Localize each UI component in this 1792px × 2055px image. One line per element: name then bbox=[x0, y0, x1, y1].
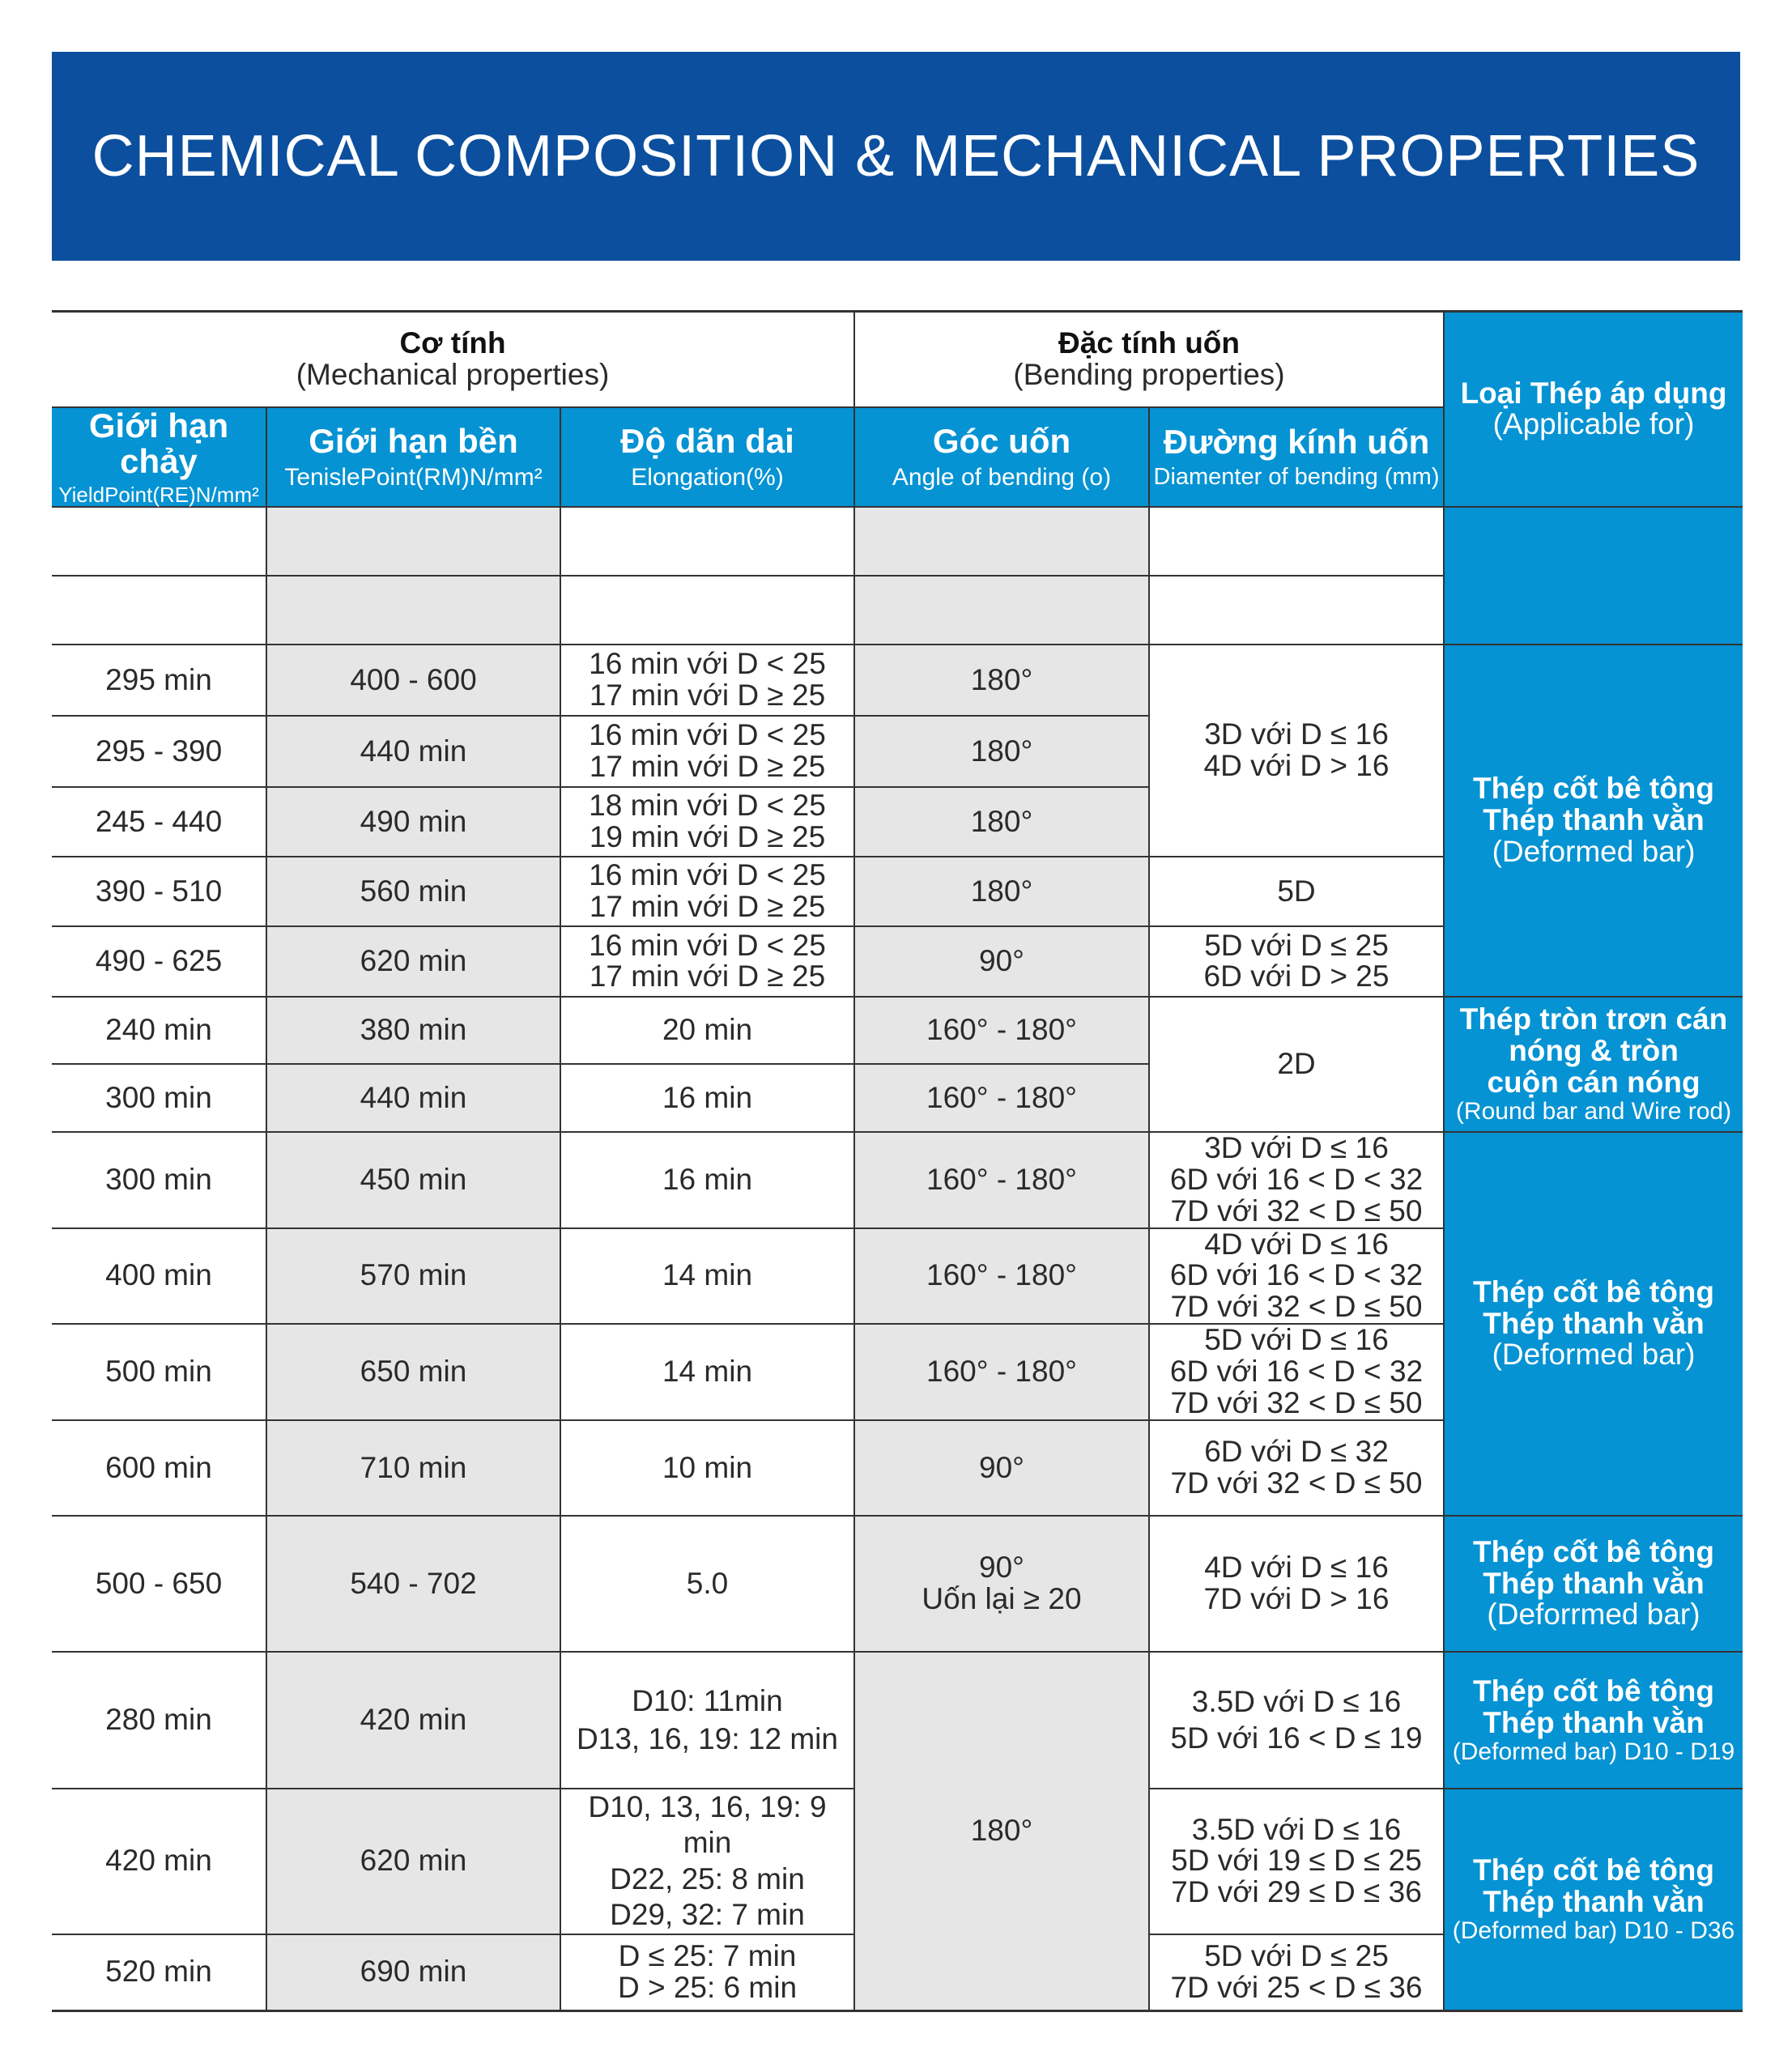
diameter-line: 7D với 32 < D ≤ 50 bbox=[1170, 1193, 1423, 1227]
yield-cell: 520 min bbox=[52, 1934, 266, 2011]
applicable-line: Thép cốt bê tông bbox=[1472, 1534, 1715, 1568]
applicable-line: Thép thanh vằn bbox=[1483, 1705, 1705, 1739]
elongation-line: 19 min với D ≥ 25 bbox=[589, 819, 826, 853]
diameter-line: 5D với 19 ≤ D ≤ 25 bbox=[1171, 1844, 1422, 1878]
diameter-line: 3D với D ≤ 16 bbox=[1204, 1130, 1389, 1164]
elongation-line: 16 min với D < 25 bbox=[589, 928, 826, 962]
applicable-line: Thép cốt bê tông bbox=[1472, 772, 1715, 806]
tensile-cell: 450 min bbox=[266, 1132, 560, 1228]
elongation-line: 16 min với D < 25 bbox=[589, 647, 826, 681]
elongation-line: 16 min với D < 25 bbox=[589, 718, 826, 752]
diameter-cell: 2D bbox=[1149, 997, 1444, 1132]
yield-cell: 240 min bbox=[52, 997, 266, 1064]
diameter-line: 3D với D ≤ 16 bbox=[1204, 717, 1389, 751]
group-applicable-en: (Applicable for) bbox=[1492, 407, 1695, 441]
elongation-line: D10, 13, 16, 19: 9 min bbox=[588, 1790, 827, 1860]
tensile-cell: 620 min bbox=[266, 1789, 560, 1934]
diameter-line: 5D với D ≤ 16 bbox=[1204, 1323, 1389, 1357]
diameter-cell bbox=[1149, 926, 1444, 997]
elongation-cell: 14 min bbox=[560, 1228, 854, 1325]
col-yield-vi: Giới hạn chảy bbox=[88, 406, 229, 480]
tensile-cell: 540 - 702 bbox=[266, 1516, 560, 1652]
col-angle bbox=[854, 407, 1149, 507]
diameter-line: 4D với D ≤ 16 bbox=[1204, 1551, 1389, 1585]
yield-cell: 295 min bbox=[52, 645, 266, 716]
diameter-cell bbox=[1149, 1228, 1444, 1325]
tensile-cell: 440 min bbox=[266, 1064, 560, 1132]
diameter-line: 7D với 32 < D ≤ 50 bbox=[1170, 1290, 1423, 1324]
group-bending bbox=[854, 312, 1444, 407]
diameter-cell bbox=[1149, 1132, 1444, 1228]
elongation-line: D ≤ 25: 7 min bbox=[618, 1939, 797, 1973]
elongation-cell bbox=[560, 716, 854, 787]
col-yield-en: YieldPoint(RE)N/mm² bbox=[58, 482, 259, 507]
applicable-line: Thép cốt bê tông bbox=[1472, 1674, 1715, 1708]
yield-cell: 300 min bbox=[52, 1064, 266, 1132]
applicable-line: cuộn cán nóng bbox=[1487, 1066, 1700, 1100]
yield-cell: 295 - 390 bbox=[52, 716, 266, 787]
diameter-line: 4D với D > 16 bbox=[1203, 748, 1390, 782]
angle-cell: 160° - 180° bbox=[854, 997, 1149, 1064]
diameter-line: 5D với 16 < D ≤ 19 bbox=[1170, 1721, 1423, 1755]
col-elongation-vi: Độ dãn dai bbox=[620, 422, 794, 461]
applicable-line: (Deformed bar) D10 - D19 bbox=[1452, 1738, 1735, 1765]
empty-row bbox=[52, 507, 1743, 576]
properties-table bbox=[52, 310, 1743, 2012]
tensile-cell: 560 min bbox=[266, 857, 560, 926]
yield-cell: 245 - 440 bbox=[52, 787, 266, 857]
elongation-line: D10: 11min bbox=[632, 1684, 783, 1718]
elongation-line: 16 min với D < 25 bbox=[589, 858, 826, 892]
tensile-cell: 440 min bbox=[266, 716, 560, 787]
yield-cell: 500 - 650 bbox=[52, 1516, 266, 1652]
applicable-line: Thép thanh vằn bbox=[1483, 1566, 1705, 1600]
page-title: CHEMICAL COMPOSITION & MECHANICAL PROPERTIES bbox=[92, 124, 1700, 189]
applicable-cell bbox=[1444, 1789, 1743, 2011]
applicable-line: (Deformed bar) bbox=[1492, 1338, 1696, 1372]
group-bending-en: (Bending properties) bbox=[1013, 357, 1285, 391]
col-elongation bbox=[560, 407, 854, 507]
table-row bbox=[52, 1516, 1743, 1652]
diameter-line: 5D với D ≤ 25 bbox=[1204, 928, 1389, 962]
elongation-line: D22, 25: 8 min bbox=[610, 1861, 805, 1895]
group-applicable bbox=[1444, 312, 1743, 507]
yield-cell: 390 - 510 bbox=[52, 857, 266, 926]
elongation-line: D13, 16, 19: 12 min bbox=[577, 1721, 838, 1755]
tensile-cell: 490 min bbox=[266, 787, 560, 857]
col-tensile-vi: Giới hạn bền bbox=[309, 422, 518, 461]
col-diameter-en: Diamenter of bending (mm) bbox=[1153, 464, 1440, 491]
angle-cell: 180° bbox=[854, 857, 1149, 926]
tensile-cell: 710 min bbox=[266, 1420, 560, 1516]
tensile-cell: 650 min bbox=[266, 1324, 560, 1420]
elongation-cell bbox=[560, 857, 854, 926]
elongation-cell bbox=[560, 926, 854, 997]
diameter-line: 7D với 32 < D ≤ 50 bbox=[1170, 1466, 1423, 1500]
elongation-line: 17 min với D ≥ 25 bbox=[589, 749, 826, 783]
table-row bbox=[52, 1132, 1743, 1228]
angle-cell: 180° bbox=[854, 716, 1149, 787]
diameter-line: 7D với 25 < D ≤ 36 bbox=[1170, 1970, 1423, 2004]
applicable-line: Thép cốt bê tông bbox=[1472, 1853, 1715, 1887]
col-elongation-en: Elongation(%) bbox=[631, 463, 784, 491]
tensile-cell: 400 - 600 bbox=[266, 645, 560, 716]
angle-line: Uốn lại ≥ 20 bbox=[922, 1582, 1082, 1616]
elongation-line: 17 min với D ≥ 25 bbox=[589, 889, 826, 923]
diameter-line: 6D với 16 < D < 32 bbox=[1169, 1162, 1424, 1196]
applicable-line: (Deformed bar) bbox=[1492, 834, 1696, 868]
diameter-cell: 5D bbox=[1149, 857, 1444, 926]
group-mechanical bbox=[52, 312, 854, 407]
yield-cell: 490 - 625 bbox=[52, 926, 266, 997]
tensile-cell: 620 min bbox=[266, 926, 560, 997]
diameter-cell bbox=[1149, 1789, 1444, 1934]
applicable-line: Thép cốt bê tông bbox=[1472, 1274, 1715, 1308]
diameter-cell bbox=[1149, 1934, 1444, 2011]
diameter-cell bbox=[1149, 1324, 1444, 1420]
yield-cell: 300 min bbox=[52, 1132, 266, 1228]
applicable-cell bbox=[1444, 1652, 1743, 1789]
yield-cell: 600 min bbox=[52, 1420, 266, 1516]
group-mechanical-en: (Mechanical properties) bbox=[296, 357, 610, 391]
elongation-cell bbox=[560, 1934, 854, 2011]
applicable-empty bbox=[1444, 507, 1743, 645]
applicable-line: (Deforrmed bar) bbox=[1487, 1598, 1700, 1632]
applicable-line: (Deformed bar) D10 - D36 bbox=[1452, 1917, 1735, 1945]
diameter-line: 7D với 32 < D ≤ 50 bbox=[1170, 1385, 1423, 1419]
applicable-line: Thép tròn trơn cán bbox=[1459, 1002, 1728, 1036]
col-diameter-vi: Đường kính uốn bbox=[1163, 422, 1430, 461]
col-angle-vi: Góc uốn bbox=[932, 422, 1071, 461]
applicable-line: Thép thanh vằn bbox=[1483, 803, 1705, 837]
yield-cell: 400 min bbox=[52, 1228, 266, 1325]
applicable-cell bbox=[1444, 1132, 1743, 1516]
angle-cell: 90° bbox=[854, 926, 1149, 997]
elongation-cell: 16 min bbox=[560, 1132, 854, 1228]
diameter-cell bbox=[1149, 1652, 1444, 1789]
table-row bbox=[52, 997, 1743, 1064]
yield-cell: 420 min bbox=[52, 1789, 266, 1934]
col-tensile-en: TenislePoint(RM)N/mm² bbox=[284, 463, 543, 491]
angle-cell: 180° bbox=[854, 645, 1149, 716]
applicable-line: Thép thanh vằn bbox=[1483, 1885, 1705, 1919]
angle-cell: 160° - 180° bbox=[854, 1228, 1149, 1325]
table-row bbox=[52, 645, 1743, 716]
applicable-line: (Round bar and Wire rod) bbox=[1455, 1098, 1732, 1125]
tensile-cell: 690 min bbox=[266, 1934, 560, 2011]
col-angle-en: Angle of bending (o) bbox=[892, 463, 1112, 491]
diameter-line: 6D với D ≤ 32 bbox=[1204, 1435, 1389, 1469]
elongation-cell: 14 min bbox=[560, 1324, 854, 1420]
group-bending-vi: Đặc tính uốn bbox=[1058, 325, 1241, 360]
elongation-cell bbox=[560, 1652, 854, 1789]
tensile-cell: 570 min bbox=[266, 1228, 560, 1325]
angle-cell: 160° - 180° bbox=[854, 1064, 1149, 1132]
elongation-cell bbox=[560, 1789, 854, 1934]
angle-line: 90° bbox=[979, 1551, 1024, 1585]
elongation-cell: 5.0 bbox=[560, 1516, 854, 1652]
diameter-line: 6D với 16 < D < 32 bbox=[1169, 1355, 1424, 1389]
tensile-cell: 380 min bbox=[266, 997, 560, 1064]
col-yield bbox=[52, 407, 266, 507]
diameter-line: 6D với 16 < D < 32 bbox=[1169, 1258, 1424, 1292]
diameter-line: 7D với 29 ≤ D ≤ 36 bbox=[1171, 1875, 1422, 1909]
yield-cell: 500 min bbox=[52, 1324, 266, 1420]
angle-cell: 90° bbox=[854, 1420, 1149, 1516]
diameter-line: 5D với D ≤ 25 bbox=[1204, 1939, 1389, 1973]
diameter-line: 7D với D > 16 bbox=[1203, 1582, 1390, 1616]
elongation-cell bbox=[560, 787, 854, 857]
diameter-cell bbox=[1149, 1516, 1444, 1652]
elongation-cell bbox=[560, 645, 854, 716]
elongation-cell: 10 min bbox=[560, 1420, 854, 1516]
diameter-line: 6D với D > 25 bbox=[1203, 959, 1390, 993]
elongation-line: D > 25: 6 min bbox=[617, 1970, 798, 2004]
elongation-line: 17 min với D ≥ 25 bbox=[589, 959, 826, 993]
tensile-cell: 420 min bbox=[266, 1652, 560, 1789]
angle-cell: 180° bbox=[854, 1652, 1149, 2011]
diameter-cell bbox=[1149, 1420, 1444, 1516]
diameter-line: 3.5D với D ≤ 16 bbox=[1191, 1685, 1402, 1719]
elongation-line: 18 min với D < 25 bbox=[589, 789, 826, 823]
table-row bbox=[52, 1652, 1743, 1789]
diameter-line: 4D với D ≤ 16 bbox=[1204, 1227, 1389, 1261]
angle-cell: 160° - 180° bbox=[854, 1132, 1149, 1228]
diameter-line: 3.5D với D ≤ 16 bbox=[1191, 1812, 1402, 1846]
angle-cell: 160° - 180° bbox=[854, 1324, 1149, 1420]
yield-cell: 280 min bbox=[52, 1652, 266, 1789]
elongation-line: D29, 32: 7 min bbox=[610, 1898, 805, 1932]
title-banner bbox=[52, 52, 1740, 261]
elongation-cell: 16 min bbox=[560, 1064, 854, 1132]
applicable-line: nóng & tròn bbox=[1509, 1034, 1679, 1068]
group-applicable-vi: Loại Thép áp dụng bbox=[1460, 376, 1727, 410]
applicable-cell bbox=[1444, 997, 1743, 1132]
col-diameter bbox=[1149, 407, 1444, 507]
angle-cell: 180° bbox=[854, 787, 1149, 857]
col-tensile bbox=[266, 407, 560, 507]
applicable-line: Thép thanh vằn bbox=[1483, 1306, 1705, 1340]
diameter-cell bbox=[1149, 645, 1444, 857]
angle-cell bbox=[854, 1516, 1149, 1652]
applicable-cell bbox=[1444, 645, 1743, 997]
applicable-cell bbox=[1444, 1516, 1743, 1652]
group-header-row bbox=[52, 312, 1743, 407]
group-mechanical-vi: Cơ tính bbox=[399, 325, 506, 360]
elongation-line: 17 min với D ≥ 25 bbox=[589, 678, 826, 712]
elongation-cell: 20 min bbox=[560, 997, 854, 1064]
